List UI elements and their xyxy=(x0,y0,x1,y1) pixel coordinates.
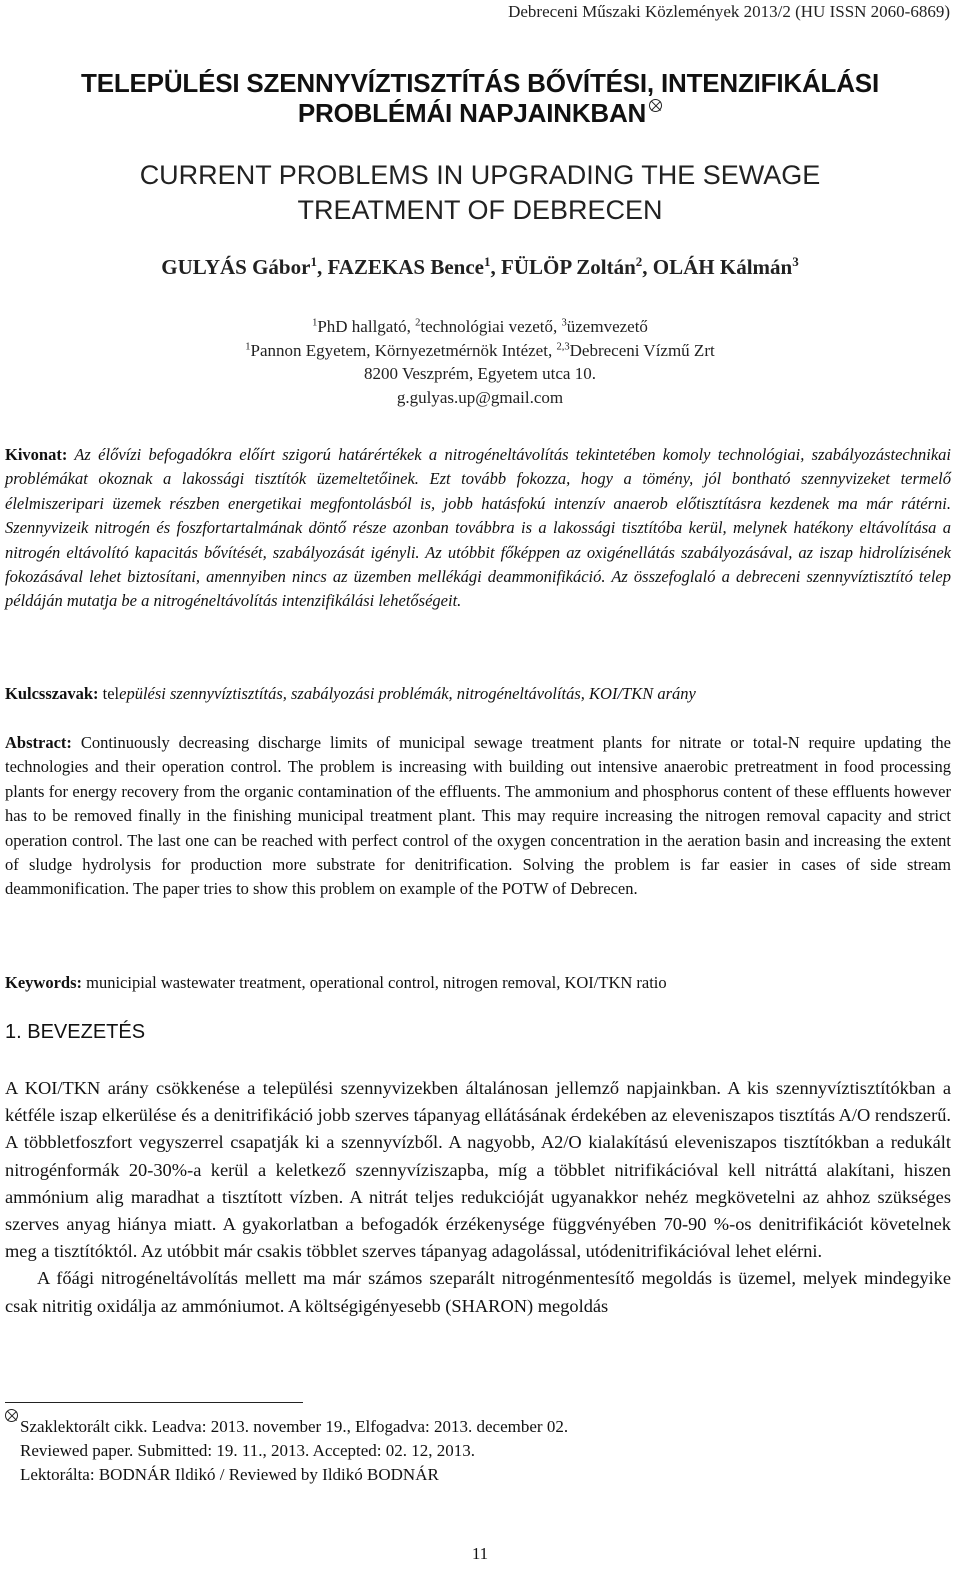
role-phd: PhD hallgató, xyxy=(317,317,416,336)
affiliation-institutions xyxy=(0,339,960,363)
institution-vizmu: Debreceni Vízmű Zrt xyxy=(569,340,715,360)
hungarian-keywords xyxy=(5,682,951,706)
title-english xyxy=(0,158,960,228)
keywords-text: municipial wastewater treatment, operational control, nitrogen removal, KOI/TKN ratio xyxy=(82,973,667,992)
sup-inst-1: 1 xyxy=(245,340,251,352)
footnote xyxy=(5,1415,568,1487)
title-hu-line2-text: PROBLÉMÁI NAPJAINKBAN xyxy=(297,98,647,128)
kulcsszavak-text: epülési szennyvíztisztítás, szabályozási problémák, nitrogéneltávolítás, KOI/TKN arány xyxy=(119,684,696,703)
author-3-affil: 2 xyxy=(635,254,643,269)
keywords-label: Keywords: xyxy=(5,973,82,992)
author-3: , FÜLÖP Zoltán xyxy=(490,255,636,279)
author-4: , OLÁH Kálmán xyxy=(642,255,793,279)
kulcsszavak-label: Kulcsszavak: xyxy=(5,684,99,703)
section-body xyxy=(5,1075,951,1320)
role-plant-manager: üzemvezető xyxy=(566,317,648,336)
author-1-affil: 1 xyxy=(310,254,317,269)
hungarian-abstract xyxy=(5,443,951,614)
title-hungarian xyxy=(0,68,960,128)
reviewed-footnote-icon xyxy=(5,1409,18,1422)
title-hu-line2 xyxy=(0,98,960,128)
sup-3: 3 xyxy=(561,317,567,329)
contact-email[interactable]: g.gulyas.up@gmail.com xyxy=(396,387,564,407)
sup-inst-23: 2,3 xyxy=(556,340,570,352)
paragraph-1: A KOI/TKN arány csökkenése a települési szennyvizekben általánosan jellemző napjainkban. A kis szennyvíztisztítókban a kétféle iszap elkerülése és a denitrifikáció jobb szerves tápanyag ellátásának érdekében az eleveniszapos tisztítás A/O rendszerű. A többletfoszfort vegyszerrel csapatják ki a szennyvízből. A nagyobb, A2/O kialakítású eleveniszapos tisztítókban a redukált nitrogénformák 20-30%-a kerül a keletkező szennyvíziszapba, míg a többlet nitrifikációval kell nitráttá alakítani, hiszen ammónium alig maradhat a tisztított vízben. A nitrát teljes redukcióját ugyanakkor nehéz megkövetelni az ahhoz szükséges szerves anyag hiánya miatt. A gyakorlatban a befogadók érzékenysége függvényében 70-90 %-os denitrifikációt követelnek meg a tisztítóktól. Az utóbbit már csakis többlet szerves tápanyag adagolással, utódenitrifikációval lehet elérni. xyxy=(5,1078,951,1262)
footnote-separator xyxy=(5,1402,303,1403)
title-en-line1: CURRENT PROBLEMS IN UPGRADING THE SEWAGE xyxy=(139,160,821,190)
author-2: , FAZEKAS Bence xyxy=(316,255,484,279)
abstract-label: Abstract: xyxy=(5,733,72,752)
footnote-line-2: Reviewed paper. Submitted: 19. 11., 2013. Accepted: 02. 12, 2013. xyxy=(20,1441,475,1460)
affiliation-address: 8200 Veszprém, Egyetem utca 10. xyxy=(364,364,596,383)
author-list xyxy=(0,255,960,280)
kivonat-label: Kivonat: xyxy=(5,445,68,464)
footnote-line-1: Szaklektorált cikk. Leadva: 2013. november 19., Elfogadva: 2013. december 02. xyxy=(20,1417,569,1436)
english-keywords xyxy=(5,971,951,995)
role-tech-lead: technológiai vezető, xyxy=(420,317,562,336)
author-4-affil: 3 xyxy=(792,254,799,269)
sup-2: 2 xyxy=(415,317,421,329)
author-2-affil: 1 xyxy=(483,254,491,269)
kivonat-text: Az élővízi befogadókra előírt szigorú határértékek a nitrogéneltávolítás tekintetében komoly technológiai, szabályozástechnikai problémákat okoznak a lakossági tisztítók üzemeltetőinek. Ezt tovább fokozza, hogy a tömény, jól bontható szennyvizeket termelő élelmiszeripari üzemek részben energetikai megfontolásból is, jobb hatásfokú intenzív anaerob előtisztításra kezdenek ma már rátérni. Szennyvizeik nitrogén és foszfortartalmának döntő része azonban továbbra is a lakossági tisztítóba kerül, melynek hatékony eltávolítása a nitrogén eltávolító kapacitás bővítését, szabályozását igényli. Az utóbbit főképpen az oxigénellátás szabályozásával, az iszap hidrolízisének fokozásával lehet biztosítani, amennyiben nincs az üzemben mellékági deammonifikáció. Az összefoglaló a debreceni szennyvíztisztító telep példáján mutatja be a nitrogéneltávolítás intenzifikálási lehetőségeit. xyxy=(5,445,951,611)
sup-1: 1 xyxy=(312,317,318,329)
affiliation-roles xyxy=(0,315,960,339)
institution-pannon: Pannon Egyetem, Környezetmérnök Intézet, xyxy=(250,340,557,360)
author-1: GULYÁS Gábor xyxy=(161,255,311,279)
paragraph-2: A főági nitrogéneltávolítás mellett ma már számos szeparált nitrogénmentesítő megoldás is üzemel, melyek mindegyike csak nitritig oxidálja az ammóniumot. A költségigényesebb (SHARON) megoldás xyxy=(5,1268,951,1316)
journal-header: Debreceni Műszaki Közlemények 2013/2 (HU ISSN 2060-6869) xyxy=(508,2,950,21)
footnote-line-3: Lektorálta: BODNÁR Ildikó / Reviewed by Ildikó BODNÁR xyxy=(20,1465,439,1484)
abstract-text: Continuously decreasing discharge limits of municipal sewage treatment plants for nitrate or total-N require updating the technologies and their operation control. The problem is increasing with building out intensive anaerobic pretreatment in food processing plants for energy recovery from the organic contamination of the effluents. The ammonium and phosphorus content of these effluents however has to be removed finally in the finishing municipal treatment plant. This may require increasing the nitrogen removal capacity and strict operation control. The last one can be reached with perfect control of the oxygen concentration in the aeration basin and increasing the extent of sludge hydrolysis for production more substrate for denitrification. Solving the problem is far easier in cases of side stream deammonification. The paper tries to show this problem on example of the POTW of Debrecen. xyxy=(5,733,951,899)
section-heading: 1. BEVEZETÉS xyxy=(5,1021,146,1043)
page-number: 11 xyxy=(471,1544,489,1563)
title-en-line2: TREATMENT OF DEBRECEN xyxy=(297,195,663,225)
affiliations xyxy=(0,315,960,409)
reviewed-mark-icon xyxy=(649,99,662,112)
english-abstract xyxy=(5,731,951,902)
kulcsszavak-text-plain: tel xyxy=(98,684,120,703)
title-hu-line1: TELEPÜLÉSI SZENNYVÍZTISZTÍTÁS BŐVÍTÉSI, INTENZIFIKÁLÁSI xyxy=(81,68,879,98)
